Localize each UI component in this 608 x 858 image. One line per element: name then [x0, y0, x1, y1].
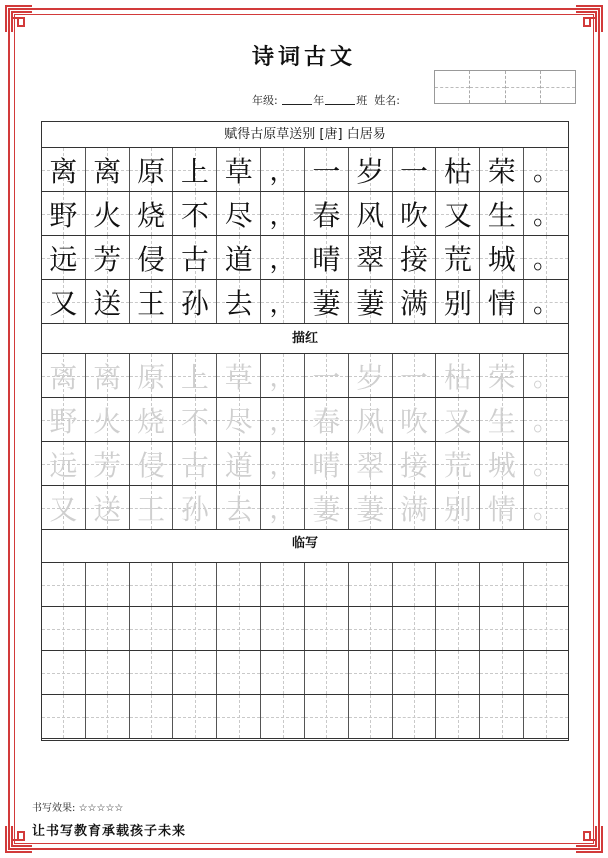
model-cell	[305, 280, 349, 323]
poem-character: 城	[487, 242, 516, 276]
poem-character: 远	[49, 242, 78, 276]
poem-character: 荒	[443, 448, 472, 482]
trace-cell	[436, 354, 480, 397]
copy-cell[interactable]	[217, 651, 261, 694]
poem-character: 萋	[356, 492, 385, 526]
student-info	[252, 92, 400, 108]
model-cell	[349, 236, 393, 279]
poem-character: 去	[224, 492, 253, 526]
poem-character: 孙	[180, 492, 209, 526]
poem-character: 城	[487, 448, 516, 482]
year-label: 年	[313, 94, 325, 107]
poem-character: 。	[533, 451, 560, 481]
model-cell	[173, 192, 217, 235]
model-cell	[42, 280, 86, 323]
trace-cell	[261, 354, 305, 397]
copy-cell[interactable]	[173, 695, 217, 738]
poem-character: ，	[269, 451, 296, 481]
trace-cell	[261, 486, 305, 529]
poem-character: 侵	[137, 242, 166, 276]
poem-character: 别	[443, 286, 472, 320]
model-cell	[524, 236, 568, 279]
poem-character: 道	[224, 448, 253, 482]
trace-cell	[261, 442, 305, 485]
poem-character: 王	[137, 286, 166, 320]
copy-cell[interactable]	[349, 563, 393, 606]
poem-character: 尽	[224, 404, 253, 438]
poem-character: 离	[49, 360, 78, 394]
trace-cell	[349, 398, 393, 441]
poem-character: ，	[269, 407, 296, 437]
poem-character: 春	[312, 404, 341, 438]
poem-character: 草	[224, 360, 253, 394]
rating-label: 书写效果:	[32, 803, 76, 814]
copy-cell[interactable]	[217, 695, 261, 738]
poem-character: 一	[312, 360, 341, 394]
trace-cell	[305, 486, 349, 529]
trace-row	[42, 398, 568, 442]
copy-cell[interactable]	[42, 563, 86, 606]
poem-character: 晴	[312, 242, 341, 276]
trace-cell	[217, 398, 261, 441]
name-field[interactable]	[434, 70, 576, 104]
trace-cell	[524, 486, 568, 529]
model-cell	[349, 148, 393, 191]
rating	[32, 799, 123, 814]
model-cell	[217, 148, 261, 191]
trace-cell	[130, 486, 174, 529]
trace-cell	[305, 398, 349, 441]
poem-character: 又	[443, 198, 472, 232]
poem-character: 离	[49, 154, 78, 188]
poem-character: 原	[137, 360, 166, 394]
model-cell	[436, 236, 480, 279]
model-cell	[524, 280, 568, 323]
model-cell	[217, 236, 261, 279]
trace-cell	[42, 354, 86, 397]
model-cell	[86, 148, 130, 191]
copy-cell[interactable]	[524, 563, 568, 606]
poem-character: 又	[49, 286, 78, 320]
trace-cell	[349, 354, 393, 397]
copy-cell[interactable]	[42, 607, 86, 650]
poem-character: 上	[180, 360, 209, 394]
trace-cell	[86, 398, 130, 441]
poem-character: 离	[93, 360, 122, 394]
model-cell	[130, 280, 174, 323]
trace-cell	[130, 354, 174, 397]
trace-cell	[305, 354, 349, 397]
trace-cell	[480, 398, 524, 441]
poem-character: ，	[269, 289, 296, 319]
copy-cell[interactable]	[173, 651, 217, 694]
poem-character: 离	[93, 154, 122, 188]
model-cell	[436, 148, 480, 191]
poem-character: 风	[356, 198, 385, 232]
corner-ornament-icon	[4, 824, 34, 854]
model-cell	[86, 192, 130, 235]
poem-character: 。	[533, 495, 560, 525]
trace-cell	[349, 442, 393, 485]
poem-character: 一	[400, 154, 429, 188]
trace-cell	[173, 486, 217, 529]
poem-character: 火	[93, 198, 122, 232]
poem-character: 芳	[93, 242, 122, 276]
model-cell	[86, 280, 130, 323]
poem-character: 别	[443, 492, 472, 526]
model-cell	[393, 236, 437, 279]
model-cell	[436, 192, 480, 235]
poem-character: 荒	[443, 242, 472, 276]
trace-cell	[480, 354, 524, 397]
copy-section-label: 临写	[42, 530, 568, 563]
copy-cell[interactable]	[480, 563, 524, 606]
trace-cell	[217, 486, 261, 529]
poem-character: 原	[137, 154, 166, 188]
model-row	[42, 148, 568, 192]
poem-character: 荣	[487, 360, 516, 394]
copy-row	[42, 563, 568, 607]
model-cell	[42, 192, 86, 235]
trace-cell	[217, 354, 261, 397]
copy-cell[interactable]	[173, 563, 217, 606]
poem-character: 道	[224, 242, 253, 276]
model-cell	[349, 192, 393, 235]
poem-character: 孙	[180, 286, 209, 320]
trace-cell	[393, 398, 437, 441]
poem-character: 火	[93, 404, 122, 438]
grade-field[interactable]	[282, 104, 312, 105]
model-cell	[524, 192, 568, 235]
poem-character: 情	[487, 492, 516, 526]
copy-cell[interactable]	[86, 651, 130, 694]
poem-character: 生	[487, 404, 516, 438]
copy-cell[interactable]	[130, 607, 174, 650]
poem-character: 去	[224, 286, 253, 320]
copy-cell[interactable]	[393, 695, 437, 738]
copy-cell[interactable]	[217, 607, 261, 650]
poem-character: 野	[49, 198, 78, 232]
poem-character: 送	[93, 286, 122, 320]
poem-character: 萋	[312, 492, 341, 526]
trace-cell	[349, 486, 393, 529]
copy-cell[interactable]	[480, 607, 524, 650]
poem-character: 又	[49, 492, 78, 526]
trace-cell	[436, 486, 480, 529]
poem-character: 草	[224, 154, 253, 188]
copy-cell[interactable]	[480, 651, 524, 694]
model-cell	[393, 280, 437, 323]
trace-row	[42, 354, 568, 398]
copy-cell[interactable]	[305, 695, 349, 738]
name-label: 姓名:	[374, 94, 400, 107]
poem-character: 一	[312, 154, 341, 188]
poem-character: 烧	[137, 198, 166, 232]
copy-cell[interactable]	[305, 563, 349, 606]
poem-character: 吹	[400, 198, 429, 232]
copy-cell[interactable]	[42, 651, 86, 694]
copy-cell[interactable]	[393, 563, 437, 606]
trace-row	[42, 486, 568, 530]
poem-character: 。	[533, 245, 560, 275]
poem-character: 不	[180, 198, 209, 232]
poem-character: 翠	[356, 448, 385, 482]
trace-cell	[86, 354, 130, 397]
model-cell	[305, 148, 349, 191]
rating-stars[interactable]: ☆☆☆☆☆	[78, 803, 124, 814]
copy-cell[interactable]	[436, 607, 480, 650]
model-cell	[130, 192, 174, 235]
class-field[interactable]	[325, 104, 355, 105]
trace-cell	[393, 442, 437, 485]
copy-cell[interactable]	[86, 607, 130, 650]
poem-character: ，	[269, 157, 296, 187]
page-title: 诗词古文	[251, 44, 356, 70]
poem-character: 萋	[356, 286, 385, 320]
model-cell	[130, 236, 174, 279]
grade-label: 年级:	[252, 94, 278, 107]
model-row	[42, 280, 568, 324]
poem-character: 枯	[443, 154, 472, 188]
poem-character: 野	[49, 404, 78, 438]
model-cell	[480, 148, 524, 191]
copy-cell[interactable]	[393, 607, 437, 650]
trace-cell	[217, 442, 261, 485]
poem-character: ，	[269, 201, 296, 231]
copy-cell[interactable]	[349, 695, 393, 738]
copy-cell[interactable]	[261, 563, 305, 606]
poem-character: 春	[312, 198, 341, 232]
trace-cell	[524, 398, 568, 441]
copy-cell[interactable]	[393, 651, 437, 694]
trace-cell	[130, 442, 174, 485]
poem-character: 。	[533, 201, 560, 231]
poem-character: 远	[49, 448, 78, 482]
model-cell	[217, 280, 261, 323]
copy-cell[interactable]	[524, 651, 568, 694]
model-cell	[130, 148, 174, 191]
poem-character: 岁	[356, 360, 385, 394]
poem-character: 古	[180, 448, 209, 482]
poem-character: 芳	[93, 448, 122, 482]
poem-character: 萋	[312, 286, 341, 320]
copy-cell[interactable]	[436, 563, 480, 606]
poem-character: 送	[93, 492, 122, 526]
corner-ornament-icon	[4, 4, 34, 34]
trace-cell	[524, 442, 568, 485]
trace-cell	[436, 398, 480, 441]
poem-character: 上	[180, 154, 209, 188]
model-cell	[480, 236, 524, 279]
model-cell	[305, 192, 349, 235]
copy-cell[interactable]	[261, 695, 305, 738]
poem-heading: 赋得古原草送别 [唐] 白居易	[42, 122, 568, 148]
model-cell	[173, 148, 217, 191]
trace-cell	[480, 486, 524, 529]
copy-cell[interactable]	[86, 695, 130, 738]
poem-character: 王	[137, 492, 166, 526]
trace-cell	[261, 398, 305, 441]
poem-character: 。	[533, 407, 560, 437]
poem-character: 满	[400, 492, 429, 526]
poem-character: 荣	[487, 154, 516, 188]
trace-cell	[480, 442, 524, 485]
trace-cell	[130, 398, 174, 441]
copy-cell[interactable]	[86, 563, 130, 606]
trace-cell	[173, 398, 217, 441]
trace-cell	[305, 442, 349, 485]
model-row	[42, 236, 568, 280]
poem-character: 情	[487, 286, 516, 320]
poem-character: ，	[269, 363, 296, 393]
poem-character: 岁	[356, 154, 385, 188]
poem-character: ，	[269, 495, 296, 525]
copy-cell[interactable]	[524, 695, 568, 738]
poem-character: 烧	[137, 404, 166, 438]
trace-cell	[86, 486, 130, 529]
practice-sheet	[41, 121, 569, 741]
class-label: 班	[356, 94, 368, 107]
trace-cell	[173, 442, 217, 485]
poem-character: 枯	[443, 360, 472, 394]
poem-character: 。	[533, 157, 560, 187]
poem-character: 。	[533, 363, 560, 393]
poem-character: 。	[533, 289, 560, 319]
trace-cell	[86, 442, 130, 485]
trace-cell	[173, 354, 217, 397]
model-cell	[42, 236, 86, 279]
copy-row	[42, 651, 568, 695]
trace-section-label: 描红	[42, 324, 568, 354]
trace-cell	[42, 486, 86, 529]
copy-cell[interactable]	[305, 651, 349, 694]
poem-character: 又	[443, 404, 472, 438]
model-cell	[480, 280, 524, 323]
trace-cell	[393, 354, 437, 397]
model-cell	[436, 280, 480, 323]
copy-cell[interactable]	[349, 651, 393, 694]
model-cell	[393, 192, 437, 235]
copy-row	[42, 695, 568, 739]
model-cell	[86, 236, 130, 279]
copy-cell[interactable]	[217, 563, 261, 606]
trace-cell	[42, 398, 86, 441]
copy-cell[interactable]	[436, 695, 480, 738]
copy-cell[interactable]	[436, 651, 480, 694]
copy-cell[interactable]	[524, 607, 568, 650]
copy-cell[interactable]	[130, 695, 174, 738]
copy-cell[interactable]	[305, 607, 349, 650]
model-cell	[261, 148, 305, 191]
model-row	[42, 192, 568, 236]
corner-ornament-icon	[574, 824, 604, 854]
poem-character: 不	[180, 404, 209, 438]
model-cell	[480, 192, 524, 235]
poem-character: 生	[487, 198, 516, 232]
corner-ornament-icon	[574, 4, 604, 34]
trace-cell	[524, 354, 568, 397]
copy-row	[42, 607, 568, 651]
copy-cell[interactable]	[349, 607, 393, 650]
copy-cell[interactable]	[261, 607, 305, 650]
model-cell	[42, 148, 86, 191]
model-cell	[173, 280, 217, 323]
poem-character: 晴	[312, 448, 341, 482]
poem-character: 尽	[224, 198, 253, 232]
copy-cell[interactable]	[130, 651, 174, 694]
poem-character: 风	[356, 404, 385, 438]
slogan: 让书写教育承载孩子未来	[32, 824, 187, 839]
trace-row	[42, 442, 568, 486]
poem-character: 接	[400, 448, 429, 482]
model-cell	[261, 192, 305, 235]
model-cell	[261, 280, 305, 323]
copy-cell[interactable]	[130, 563, 174, 606]
model-cell	[524, 148, 568, 191]
model-cell	[217, 192, 261, 235]
copy-cell[interactable]	[480, 695, 524, 738]
poem-character: ，	[269, 245, 296, 275]
poem-character: 一	[400, 360, 429, 394]
model-cell	[305, 236, 349, 279]
poem-character: 满	[400, 286, 429, 320]
model-cell	[173, 236, 217, 279]
poem-character: 古	[180, 242, 209, 276]
poem-character: 侵	[137, 448, 166, 482]
copy-cell[interactable]	[42, 695, 86, 738]
model-cell	[349, 280, 393, 323]
trace-cell	[42, 442, 86, 485]
poem-character: 翠	[356, 242, 385, 276]
model-cell	[393, 148, 437, 191]
trace-cell	[393, 486, 437, 529]
copy-cell[interactable]	[261, 651, 305, 694]
copy-cell[interactable]	[173, 607, 217, 650]
trace-cell	[436, 442, 480, 485]
poem-character: 接	[400, 242, 429, 276]
poem-character: 吹	[400, 404, 429, 438]
model-cell	[261, 236, 305, 279]
